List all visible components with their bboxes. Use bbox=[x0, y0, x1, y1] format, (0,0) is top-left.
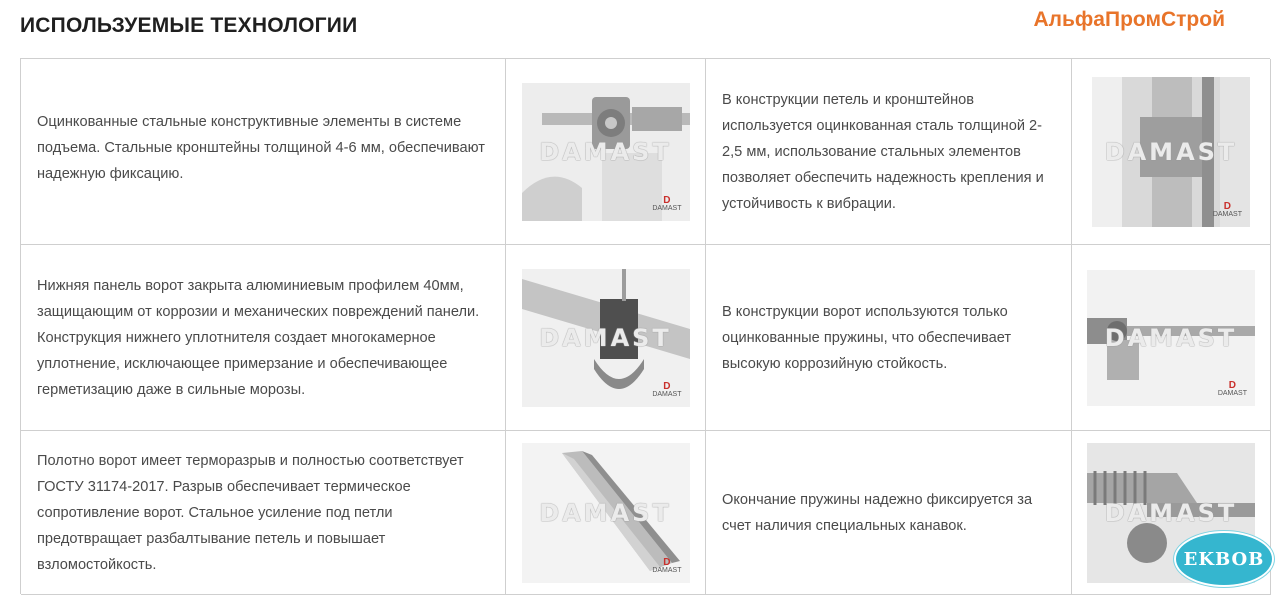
damast-mini-logo: D DAMAST bbox=[652, 556, 682, 574]
damast-mini-logo: D DAMAST bbox=[652, 194, 682, 212]
hinge-bracket-photo bbox=[1092, 77, 1250, 227]
row-3-left-text: Полотно ворот имеет терморазрыв и полностью соответствует ГОСТУ 31174-2017. Разрыв обеспечивает термическое сопротивление ворот. Стальное усиление под петли предотвращает разбалтывание петель и повышает взломостойкость. bbox=[37, 452, 464, 573]
row-1-right-image-cell bbox=[1072, 59, 1271, 245]
row-2-left-image-cell bbox=[506, 245, 706, 431]
technology-table bbox=[20, 58, 1270, 594]
row-2-right-image-cell bbox=[1072, 245, 1271, 431]
row-1-left-text: Оцинкованные стальные конструктивные элементы в системе подъема. Стальные кронштейны толщиной 4-6 мм, обеспечивают надежную фиксацию. bbox=[37, 113, 485, 182]
row-2-left-text: Нижняя панель ворот закрыта алюминиевым профилем 40мм, защищающим от коррозии и механических повреждений панели. Конструкция нижнего уплотнителя создает многокамерное уплотнение, исключающее примерзание и обеспечивающее герметизацию даже в сильные морозы. bbox=[37, 277, 480, 398]
damast-mini-logo: D DAMAST bbox=[652, 380, 682, 398]
brand-logo: АльфаПромСтрой bbox=[1033, 8, 1225, 31]
row-1-left-image-cell bbox=[506, 59, 706, 245]
row-2-right-text: В конструкции ворот используются только оцинкованные пружины, что обеспечивает высокую коррозийную стойкость. bbox=[722, 303, 1012, 372]
row-3-right-text-cell bbox=[706, 431, 1072, 595]
row-1-left-text-cell bbox=[21, 59, 506, 245]
row-3-left-text-cell bbox=[21, 431, 506, 595]
row-1-right-text-cell bbox=[706, 59, 1072, 245]
row-3-right-text: Окончание пружины надежно фиксируется за счет наличия специальных канавок. bbox=[722, 491, 1033, 534]
spring-shaft-bracket-photo bbox=[522, 83, 690, 221]
damast-watermark: DAMAST bbox=[1104, 498, 1238, 527]
ekbov-badge: EKBOB bbox=[1174, 531, 1274, 587]
damast-watermark: DAMAST bbox=[1104, 137, 1238, 166]
row-2-right-text-cell bbox=[706, 245, 1072, 431]
damast-watermark: DAMAST bbox=[539, 498, 672, 527]
row-3-left-image-cell bbox=[506, 431, 706, 595]
bottom-seal-profile-photo bbox=[522, 269, 690, 407]
damast-watermark: DAMAST bbox=[1104, 323, 1238, 352]
galvanized-spring-photo bbox=[1087, 270, 1255, 406]
damast-mini-logo: D DAMAST bbox=[1217, 379, 1247, 397]
damast-mini-logo: D DAMAST bbox=[1212, 200, 1242, 218]
panel-thermal-break-photo bbox=[522, 443, 690, 583]
damast-watermark: DAMAST bbox=[539, 137, 672, 166]
page-title: ИСПОЛЬЗУЕМЫЕ ТЕХНОЛОГИИ bbox=[20, 14, 358, 37]
row-1-right-text: В конструкции петель и кронштейнов используется оцинкованная сталь толщиной 2-2,5 мм, использование стальных элементов позволяет обеспечить надежность крепления и устойчивость к вибрации. bbox=[722, 91, 1044, 212]
damast-watermark: DAMAST bbox=[539, 323, 672, 352]
row-2-left-text-cell bbox=[21, 245, 506, 431]
